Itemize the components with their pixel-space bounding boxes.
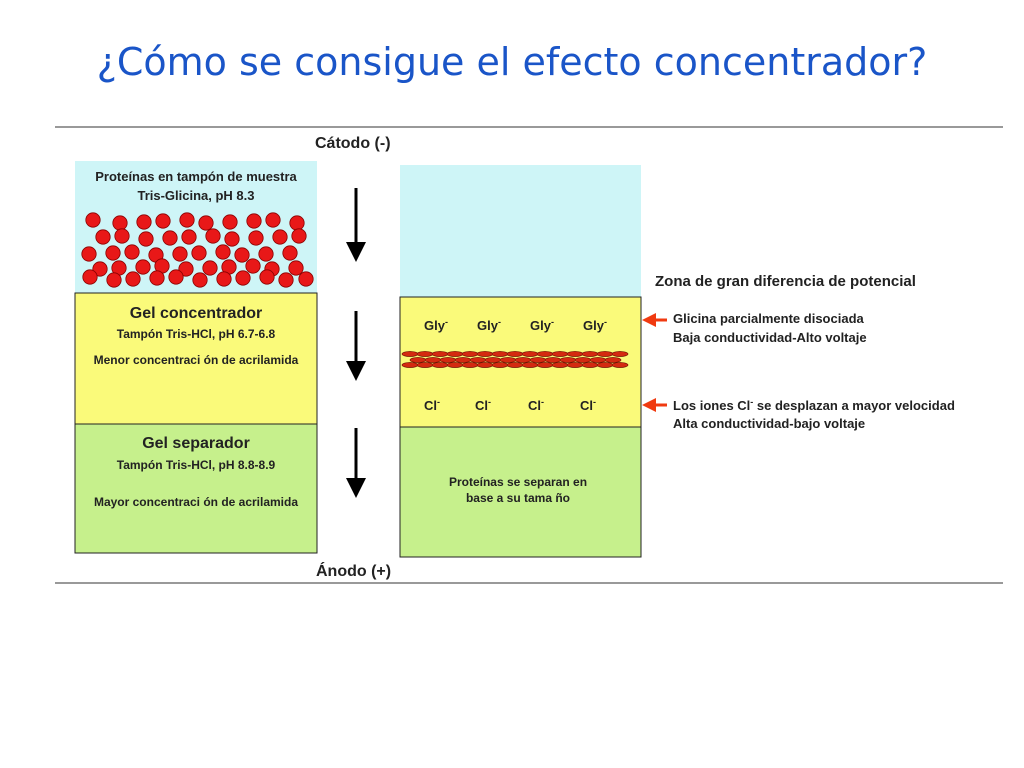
glycine-ion-3: Gly- [530, 317, 554, 333]
stacked-protein [515, 357, 531, 362]
stacked-protein [402, 362, 418, 367]
protein-molecule [83, 270, 97, 284]
protein-molecule [246, 259, 260, 273]
chloride-ion-4: Cl- [580, 397, 596, 413]
stacked-protein [522, 351, 538, 356]
protein-molecule [299, 272, 313, 286]
protein-molecule [266, 213, 280, 227]
stacked-protein [560, 357, 576, 362]
protein-molecule [260, 270, 274, 284]
stacked-protein [417, 362, 433, 367]
stacked-protein [597, 351, 613, 356]
protein-molecule [203, 261, 217, 275]
stacked-protein [567, 351, 583, 356]
down-arrow-icon [346, 311, 366, 381]
glycine-ion-4: Gly- [583, 317, 607, 333]
protein-molecule [292, 229, 306, 243]
stacked-protein [597, 362, 613, 367]
stacked-protein [545, 357, 561, 362]
protein-molecule [192, 246, 206, 260]
protein-molecule [182, 230, 196, 244]
stacked-protein [432, 362, 448, 367]
down-arrow-icon [346, 188, 366, 262]
potential-zone-heading: Zona de gran diferencia de potencial [655, 273, 916, 290]
stacked-protein [522, 362, 538, 367]
protein-molecule [259, 247, 273, 261]
concentrator-gel-title: Gel concentrador [129, 305, 263, 322]
protein-molecule [247, 214, 261, 228]
stacked-protein [455, 357, 471, 362]
stacked-protein [612, 362, 628, 367]
stacked-protein [590, 357, 606, 362]
protein-molecule [279, 273, 293, 287]
stacked-protein [552, 362, 568, 367]
protein-molecule [126, 272, 140, 286]
protein-molecule [223, 215, 237, 229]
anode-label: Ánodo (+) [316, 563, 392, 580]
stacked-protein [552, 351, 568, 356]
protein-molecule [169, 270, 183, 284]
stacked-protein [500, 357, 516, 362]
protein-molecule [289, 261, 303, 275]
concentrator-gel-buffer: Tampón Tris-HCl, pH 6.7-6.8 [116, 327, 276, 341]
stacked-protein [417, 351, 433, 356]
protein-molecule [136, 260, 150, 274]
protein-molecule [236, 271, 250, 285]
stacked-protein [447, 362, 463, 367]
protein-molecule [199, 216, 213, 230]
down-arrow-icon [346, 428, 366, 498]
protein-molecule [173, 247, 187, 261]
cathode-label: Cátodo (-) [315, 135, 391, 152]
stacked-protein [425, 357, 441, 362]
stacked-protein [447, 351, 463, 356]
stacked-protein [492, 362, 508, 367]
protein-molecule [290, 216, 304, 230]
stacked-protein [530, 357, 546, 362]
protein-molecule [193, 273, 207, 287]
protein-molecule [225, 232, 239, 246]
stacked-protein [575, 357, 591, 362]
protein-molecule [216, 245, 230, 259]
protein-molecule [113, 216, 127, 230]
stacked-protein [440, 357, 456, 362]
chloride-ion-2: Cl- [475, 397, 491, 413]
chloride-note-line2: Alta conductividad-bajo voltaje [673, 416, 866, 431]
stacked-protein [582, 362, 598, 367]
sample-buffer-line1: Proteínas en tampón de muestra [95, 169, 297, 184]
stacked-protein [470, 357, 486, 362]
sample-buffer-line2: Tris-Glicina, pH 8.3 [137, 188, 255, 203]
upper-buffer-box [400, 165, 641, 297]
chloride-ion-3: Cl- [528, 397, 544, 413]
stacked-protein [432, 351, 448, 356]
protein-molecule [156, 214, 170, 228]
separator-gel-acrylamide: Mayor concentraci ón de acrilamida [93, 495, 299, 509]
stacked-protein [462, 362, 478, 367]
protein-molecule [235, 248, 249, 262]
protein-molecule [107, 273, 121, 287]
protein-molecule [180, 213, 194, 227]
stacked-protein [605, 357, 621, 362]
stacked-protein [485, 357, 501, 362]
chloride-note-line1: Los iones Cl- se desplazan a mayor velocidad [673, 397, 955, 413]
protein-molecule [106, 246, 120, 260]
protein-molecule [150, 271, 164, 285]
protein-molecule [139, 232, 153, 246]
chloride-ion-1: Cl- [424, 397, 440, 413]
stacked-protein [410, 357, 426, 362]
stacked-protein-band [402, 351, 628, 367]
slide-title: ¿Cómo se consigue el efecto concentrador? [96, 40, 928, 84]
protein-molecule [115, 229, 129, 243]
stacked-protein [492, 351, 508, 356]
pointer-arrow-icon [642, 313, 667, 327]
protein-molecule [86, 213, 100, 227]
glycine-note-line2: Baja conductividad-Alto voltaje [673, 330, 867, 345]
separator-gel-title: Gel separador [142, 435, 250, 452]
protein-molecule [125, 245, 139, 259]
protein-molecule [283, 246, 297, 260]
stacked-protein [477, 351, 493, 356]
pointer-arrow-icon [642, 398, 667, 412]
protein-molecule [249, 231, 263, 245]
stacked-protein [462, 351, 478, 356]
stacked-protein [507, 362, 523, 367]
stacked-protein [477, 362, 493, 367]
separation-text-line1: Proteínas se separan en [448, 475, 588, 489]
separation-text-line2: base a su tama ño [465, 491, 571, 505]
glycine-ion-1: Gly- [424, 317, 448, 333]
protein-molecule [217, 272, 231, 286]
protein-molecule [137, 215, 151, 229]
stacked-protein [507, 351, 523, 356]
protein-molecule [273, 230, 287, 244]
protein-molecule [96, 230, 110, 244]
stacked-protein [567, 362, 583, 367]
glycine-ion-2: Gly- [477, 317, 501, 333]
separator-gel-buffer: Tampón Tris-HCl, pH 8.8-8.9 [116, 458, 276, 472]
protein-molecule [82, 247, 96, 261]
concentrator-gel-acrylamide: Menor concentraci ón de acrilamida [93, 353, 299, 367]
stacked-protein [612, 351, 628, 356]
stacked-protein [582, 351, 598, 356]
glycine-note-line1: Glicina parcialmente disociada [673, 311, 864, 326]
stacked-protein [402, 351, 418, 356]
stacked-protein [537, 362, 553, 367]
protein-molecule [163, 231, 177, 245]
stacked-protein [537, 351, 553, 356]
protein-molecule [206, 229, 220, 243]
